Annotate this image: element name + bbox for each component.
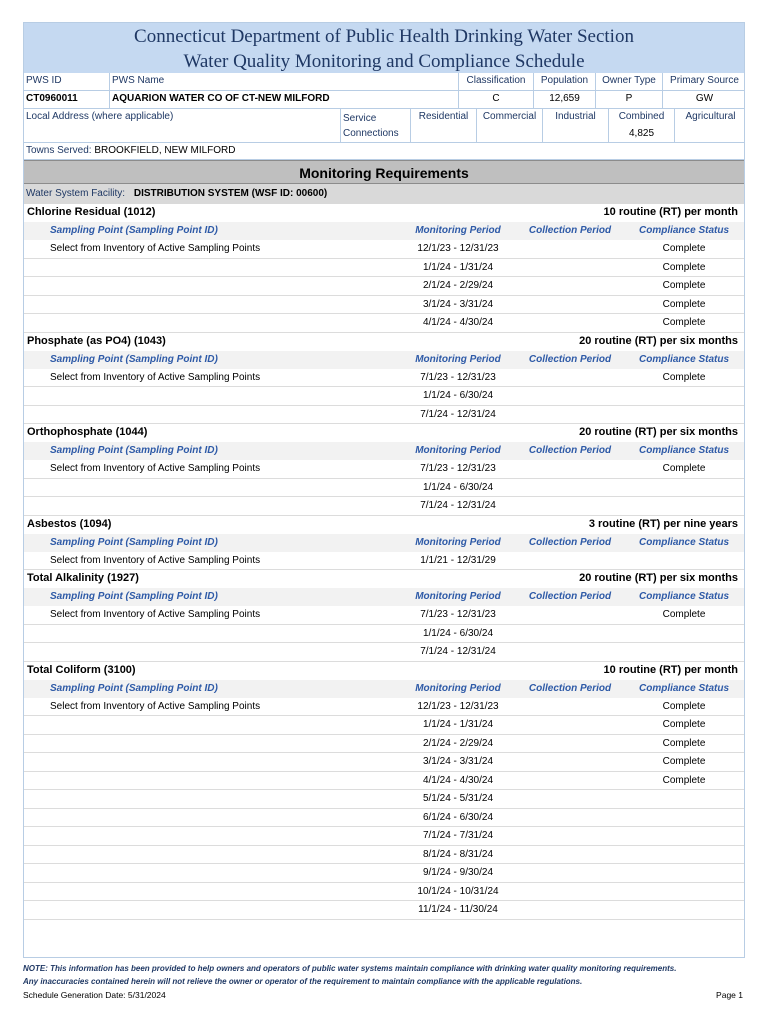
schedule-row: [24, 790, 744, 809]
combined-label: Combined: [608, 109, 674, 142]
schedule-row: [24, 846, 744, 865]
monitoring-period-cell: 3/1/24 - 3/31/24: [422, 756, 494, 767]
analyte-header: [24, 333, 744, 351]
pws-name-label: PWS Name: [109, 73, 458, 90]
analyte-section: [24, 516, 744, 571]
schedule-row: [24, 883, 744, 902]
sampling-point-header: Sampling Point (Sampling Point ID): [50, 682, 218, 694]
analyte-frequency: 20 routine (RT) per six months: [579, 334, 738, 347]
analyte-header: [24, 570, 744, 588]
sampling-point-header: Sampling Point (Sampling Point ID): [50, 591, 218, 602]
schedule-row: [24, 497, 744, 516]
monitoring-period-cell: 1/1/24 - 6/30/24: [422, 627, 494, 639]
pws-name-value: AQUARION WATER CO OF CT-NEW MILFORD: [109, 91, 458, 108]
owner-type-label: Owner Type: [595, 73, 662, 90]
monitoring-requirements-heading: Monitoring Requirements: [24, 160, 744, 184]
schedule-row: [24, 698, 744, 717]
schedule-row: [24, 277, 744, 296]
local-address-label: Local Address (where applicable): [26, 111, 174, 122]
monitoring-period-header: Monitoring Period: [415, 682, 501, 694]
page-number: Page 1: [716, 990, 743, 1000]
pws-id-label: PWS ID: [26, 75, 62, 86]
pws-id-value: CT0960011: [26, 93, 78, 104]
monitoring-period-cell: 1/1/24 - 1/31/24: [422, 261, 494, 273]
analyte-header: [24, 204, 744, 222]
analyte-frequency: 20 routine (RT) per six months: [579, 572, 738, 584]
title-line-2: Water Quality Monitoring and Compliance Schedule: [183, 51, 585, 72]
analyte-frequency: 20 routine (RT) per six months: [579, 426, 738, 438]
compliance-status-cell: Complete: [662, 756, 706, 767]
monitoring-period-cell: 7/1/23 - 12/31/23: [420, 609, 496, 620]
sampling-point-cell: Select from Inventory of Active Sampling Points: [50, 554, 261, 566]
sampling-point-cell: Select from Inventory of Active Sampling Points: [50, 463, 261, 474]
monitoring-period-cell: 6/1/24 - 6/30/24: [422, 811, 494, 823]
compliance-status-cell: Complete: [662, 719, 706, 730]
compliance-status-cell: Complete: [662, 609, 706, 620]
monitoring-period-cell: 1/1/24 - 1/31/24: [422, 719, 494, 730]
monitoring-period-cell: 5/1/24 - 5/31/24: [422, 793, 494, 804]
analyte-section: [24, 204, 744, 333]
schedule-row: [24, 901, 744, 920]
schedule-row: [24, 240, 744, 259]
analyte-name: Asbestos (1094): [27, 517, 112, 530]
monitoring-period-cell: 2/1/24 - 2/29/24: [422, 737, 494, 749]
analyte-name: Orthophosphate (1044): [27, 426, 148, 438]
monitoring-period-cell: 7/1/23 - 12/31/23: [420, 463, 496, 474]
schedule-row: [24, 387, 744, 406]
title-banner: [24, 23, 744, 73]
towns-served-row: [24, 143, 744, 160]
classification-label: Classification: [458, 73, 533, 90]
monitoring-period-cell: 4/1/24 - 4/30/24: [422, 317, 494, 328]
compliance-status-cell: Complete: [662, 243, 706, 254]
schedule-row: [24, 772, 744, 791]
compliance-status-cell: Complete: [662, 317, 706, 328]
monitoring-period-cell: 1/1/24 - 6/30/24: [422, 481, 494, 493]
sampling-point-header: Sampling Point (Sampling Point ID): [50, 225, 218, 236]
compliance-status-cell: Complete: [662, 261, 706, 273]
service-connections-label: [340, 109, 410, 142]
sampling-point-cell: Select from Inventory of Active Sampling Points: [50, 371, 261, 383]
schedule-row: [24, 314, 744, 333]
analyte-section: [24, 570, 744, 662]
schedule-row: [24, 735, 744, 754]
monitoring-period-cell: 8/1/24 - 8/31/24: [422, 848, 494, 860]
sampling-point-cell: Select from Inventory of Active Sampling Points: [50, 700, 261, 712]
collection-period-header: Collection Period: [528, 591, 612, 602]
population-label: Population: [533, 73, 595, 90]
compliance-status-cell: Complete: [662, 774, 706, 786]
towns-served-label: Towns Served:: [26, 145, 92, 156]
schedule-row: [24, 643, 744, 662]
residential-label: Residential: [410, 109, 476, 142]
sampling-point-header: Sampling Point (Sampling Point ID): [50, 536, 218, 548]
analyte-sections: [24, 204, 744, 920]
monitoring-period-cell: 1/1/21 - 12/31/29: [420, 554, 496, 566]
compliance-status-header: Compliance Status: [638, 225, 730, 236]
schedule-row: [24, 259, 744, 278]
owner-type-value: P: [595, 91, 662, 108]
footer-note-line-2: Any inaccuracies contained herein will not relieve the owner or operator of the requirement to maintain compliance with the applicable regulations.: [23, 977, 583, 986]
footer-note: [23, 962, 753, 988]
monitoring-period-cell: 10/1/24 - 10/31/24: [417, 885, 499, 897]
analyte-name: Total Alkalinity (1927): [27, 572, 139, 584]
analyte-name: Phosphate (as PO4) (1043): [27, 334, 166, 347]
primary-source-value: GW: [662, 91, 746, 108]
schedule-row: [24, 479, 744, 498]
schedule-row: [24, 827, 744, 846]
analyte-header: [24, 424, 744, 442]
schedule-row: [24, 864, 744, 883]
compliance-status-header: Compliance Status: [638, 445, 730, 456]
monitoring-period-cell: 7/1/24 - 12/31/24: [420, 646, 496, 657]
column-header-row: [24, 680, 744, 698]
compliance-status-cell: Complete: [662, 371, 706, 383]
monitoring-period-header: Monitoring Period: [415, 536, 501, 548]
header-label-row: [24, 73, 744, 91]
analyte-section: [24, 424, 744, 516]
schedule-row: [24, 296, 744, 315]
schedule-row: [24, 716, 744, 735]
monitoring-period-header: Monitoring Period: [415, 225, 501, 236]
agricultural-label: Agricultural: [674, 109, 746, 142]
collection-period-header: Collection Period: [528, 353, 612, 365]
schedule-row: [24, 606, 744, 625]
compliance-status-cell: Complete: [662, 737, 706, 749]
towns-served-value: BROOKFIELD, NEW MILFORD: [94, 145, 236, 156]
collection-period-header: Collection Period: [528, 682, 612, 694]
combined-value: 4,825: [608, 126, 674, 143]
facility-value: DISTRIBUTION SYSTEM (WSF ID: 00600): [133, 188, 328, 199]
population-value: 12,659: [533, 91, 595, 108]
sampling-point-cell: Select from Inventory of Active Sampling Points: [50, 243, 261, 254]
compliance-status-cell: Complete: [662, 298, 706, 310]
title-line-1: Connecticut Department of Public Health Drinking Water Section: [134, 26, 634, 47]
analyte-name: Total Coliform (3100): [27, 663, 136, 676]
monitoring-period-cell: 4/1/24 - 4/30/24: [422, 774, 494, 786]
analyte-section: [24, 662, 744, 920]
compliance-status-cell: Complete: [662, 700, 706, 712]
footer-note-line-1: NOTE: This information has been provided to help owners and operators of public water systems maintain compliance with drinking water quality monitoring requirements.: [23, 964, 677, 973]
service-connections-row: [24, 109, 744, 143]
primary-source-label: Primary Source: [662, 73, 746, 90]
monitoring-period-cell: 7/1/24 - 7/31/24: [422, 830, 494, 841]
monitoring-period-cell: 7/1/24 - 12/31/24: [420, 500, 496, 511]
monitoring-period-cell: 3/1/24 - 3/31/24: [422, 298, 494, 310]
classification-value: C: [458, 91, 533, 108]
schedule-row: [24, 369, 744, 388]
analyte-section: [24, 333, 744, 425]
monitoring-period-header: Monitoring Period: [415, 591, 501, 602]
compliance-status-header: Compliance Status: [638, 536, 730, 548]
schedule-generation-date: Schedule Generation Date: 5/31/2024: [23, 990, 166, 1000]
header-value-row: [24, 91, 744, 109]
monitoring-period-cell: 7/1/24 - 12/31/24: [420, 408, 496, 420]
schedule-row: [24, 552, 744, 571]
water-system-facility: [24, 184, 744, 204]
schedule-row: [24, 406, 744, 425]
column-header-row: [24, 588, 744, 606]
monitoring-period-cell: 12/1/23 - 12/31/23: [417, 700, 499, 712]
monitoring-period-cell: 2/1/24 - 2/29/24: [422, 280, 494, 291]
compliance-status-cell: Complete: [662, 280, 706, 291]
industrial-label: Industrial: [542, 109, 608, 142]
monitoring-period-cell: 1/1/24 - 6/30/24: [422, 390, 494, 401]
commercial-label: Commercial: [476, 109, 542, 142]
column-header-row: [24, 351, 744, 369]
sampling-point-header: Sampling Point (Sampling Point ID): [50, 445, 218, 456]
compliance-status-cell: Complete: [662, 463, 706, 474]
monitoring-period-header: Monitoring Period: [415, 445, 501, 456]
sampling-point-cell: Select from Inventory of Active Sampling Points: [50, 609, 261, 620]
sampling-point-header: Sampling Point (Sampling Point ID): [50, 353, 218, 365]
column-header-row: [24, 534, 744, 552]
monitoring-period-cell: 9/1/24 - 9/30/24: [422, 867, 494, 878]
collection-period-header: Collection Period: [528, 225, 612, 236]
connections-label: Connections: [343, 128, 399, 139]
analyte-frequency: 3 routine (RT) per nine years: [588, 517, 738, 530]
monitoring-period-cell: 11/1/24 - 11/30/24: [418, 904, 498, 915]
compliance-status-header: Compliance Status: [638, 591, 730, 602]
column-header-row: [24, 442, 744, 460]
collection-period-header: Collection Period: [528, 536, 612, 548]
analyte-frequency: 10 routine (RT) per month: [603, 206, 738, 218]
collection-period-header: Collection Period: [528, 445, 612, 456]
schedule-row: [24, 809, 744, 828]
monitoring-period-header: Monitoring Period: [415, 353, 501, 365]
analyte-name: Chlorine Residual (1012): [27, 206, 156, 218]
column-header-row: [24, 222, 744, 240]
analyte-header: [24, 662, 744, 680]
service-label: Service: [343, 113, 377, 124]
analyte-frequency: 10 routine (RT) per month: [603, 663, 738, 676]
schedule-row: [24, 460, 744, 479]
facility-label: Water System Facility:: [26, 188, 126, 199]
analyte-header: [24, 516, 744, 534]
schedule-row: [24, 625, 744, 644]
monitoring-period-cell: 7/1/23 - 12/31/23: [420, 371, 496, 383]
compliance-status-header: Compliance Status: [638, 682, 730, 694]
monitoring-period-cell: 12/1/23 - 12/31/23: [417, 243, 499, 254]
schedule-row: [24, 753, 744, 772]
schedule-page: [23, 22, 745, 958]
compliance-status-header: Compliance Status: [638, 353, 730, 365]
